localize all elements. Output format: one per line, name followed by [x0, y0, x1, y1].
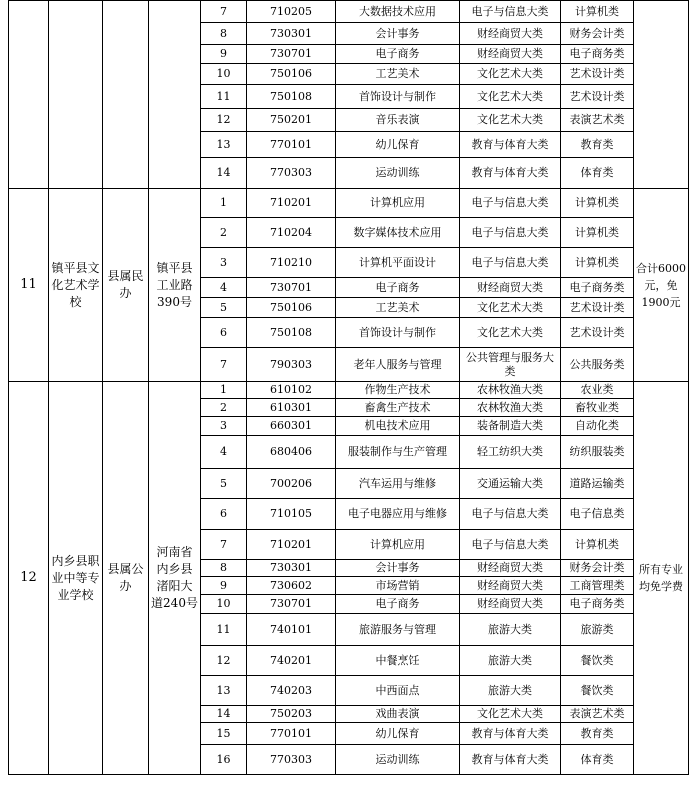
major-code-cell: 740101 [247, 614, 336, 646]
seq-cell: 5 [201, 298, 247, 318]
major-class-cell: 计算机类 [561, 248, 634, 278]
table-body [9, 1, 689, 775]
major-code-cell: 770101 [247, 723, 336, 745]
major-code-cell: 730701 [247, 278, 336, 298]
major-name-cell: 市场营销 [336, 577, 460, 595]
major-category-cell: 财经商贸大类 [460, 23, 561, 45]
major-class-cell: 体育类 [561, 158, 634, 189]
seq-cell: 8 [201, 560, 247, 577]
major-name-cell: 音乐表演 [336, 109, 460, 132]
major-code-cell: 740203 [247, 676, 336, 706]
major-code-cell: 750106 [247, 64, 336, 85]
major-category-cell: 文化艺术大类 [460, 318, 561, 348]
major-category-cell: 电子与信息大类 [460, 189, 561, 218]
major-code-cell: 770303 [247, 745, 336, 775]
major-name-cell: 戏曲表演 [336, 706, 460, 723]
major-code-cell: 710204 [247, 218, 336, 248]
table-row [9, 382, 689, 399]
seq-cell: 8 [201, 23, 247, 45]
major-name-cell: 幼儿保育 [336, 723, 460, 745]
major-code-cell: 750108 [247, 85, 336, 109]
major-code-cell: 730301 [247, 23, 336, 45]
major-name-cell: 运动训练 [336, 158, 460, 189]
major-name-cell: 计算机应用 [336, 530, 460, 560]
major-category-cell: 旅游大类 [460, 676, 561, 706]
major-category-cell: 装备制造大类 [460, 417, 561, 436]
fee-note-cell [634, 1, 689, 189]
major-name-cell: 老年人服务与管理 [336, 348, 460, 382]
seq-cell: 1 [201, 189, 247, 218]
major-class-cell: 纺织服装类 [561, 436, 634, 469]
table-row [9, 1, 689, 23]
seq-cell: 1 [201, 382, 247, 399]
major-category-cell: 电子与信息大类 [460, 499, 561, 530]
major-name-cell: 会计事务 [336, 560, 460, 577]
major-name-cell: 服装制作与生产管理 [336, 436, 460, 469]
major-category-cell: 文化艺术大类 [460, 298, 561, 318]
major-class-cell: 电子信息类 [561, 499, 634, 530]
major-name-cell: 首饰设计与制作 [336, 318, 460, 348]
seq-cell: 11 [201, 614, 247, 646]
seq-cell: 6 [201, 318, 247, 348]
major-name-cell: 电子商务 [336, 278, 460, 298]
major-name-cell: 首饰设计与制作 [336, 85, 460, 109]
major-class-cell: 工商管理类 [561, 577, 634, 595]
major-name-cell: 计算机应用 [336, 189, 460, 218]
seq-cell: 2 [201, 399, 247, 417]
seq-cell: 9 [201, 45, 247, 64]
major-category-cell: 文化艺术大类 [460, 109, 561, 132]
major-name-cell: 机电技术应用 [336, 417, 460, 436]
seq-cell: 11 [201, 85, 247, 109]
major-class-cell: 计算机类 [561, 218, 634, 248]
major-class-cell: 财务会计类 [561, 23, 634, 45]
major-code-cell: 710205 [247, 1, 336, 23]
fee-note-cell: 合计6000元，免1900元 [634, 189, 689, 382]
major-name-cell: 中餐烹饪 [336, 646, 460, 676]
major-name-cell: 旅游服务与管理 [336, 614, 460, 646]
seq-cell: 2 [201, 218, 247, 248]
major-category-cell: 交通运输大类 [460, 469, 561, 499]
major-class-cell: 畜牧业类 [561, 399, 634, 417]
school-majors-table [8, 0, 689, 775]
major-category-cell: 教育与体育大类 [460, 723, 561, 745]
major-class-cell: 艺术设计类 [561, 298, 634, 318]
seq-cell: 14 [201, 706, 247, 723]
major-name-cell: 运动训练 [336, 745, 460, 775]
major-class-cell: 农业类 [561, 382, 634, 399]
seq-cell: 13 [201, 676, 247, 706]
major-name-cell: 数字媒体技术应用 [336, 218, 460, 248]
major-code-cell: 710105 [247, 499, 336, 530]
school-number-cell [9, 1, 49, 189]
seq-cell: 16 [201, 745, 247, 775]
major-code-cell: 610301 [247, 399, 336, 417]
seq-cell: 15 [201, 723, 247, 745]
major-class-cell: 体育类 [561, 745, 634, 775]
school-type-cell: 县属民办 [103, 189, 149, 382]
major-category-cell: 教育与体育大类 [460, 158, 561, 189]
major-code-cell: 730602 [247, 577, 336, 595]
major-class-cell: 艺术设计类 [561, 64, 634, 85]
seq-cell: 4 [201, 278, 247, 298]
fee-note-cell: 所有专业均免学费 [634, 382, 689, 775]
major-category-cell: 教育与体育大类 [460, 745, 561, 775]
seq-cell: 7 [201, 348, 247, 382]
major-category-cell: 电子与信息大类 [460, 218, 561, 248]
major-category-cell: 财经商贸大类 [460, 560, 561, 577]
major-code-cell: 740201 [247, 646, 336, 676]
major-code-cell: 700206 [247, 469, 336, 499]
major-name-cell: 计算机平面设计 [336, 248, 460, 278]
major-class-cell: 旅游类 [561, 614, 634, 646]
major-category-cell: 电子与信息大类 [460, 1, 561, 23]
seq-cell: 12 [201, 646, 247, 676]
major-code-cell: 750108 [247, 318, 336, 348]
school-type-cell: 县属公办 [103, 382, 149, 775]
major-code-cell: 790303 [247, 348, 336, 382]
seq-cell: 7 [201, 1, 247, 23]
table-row [9, 189, 689, 218]
major-code-cell: 750201 [247, 109, 336, 132]
major-class-cell: 教育类 [561, 723, 634, 745]
major-class-cell: 电子商务类 [561, 45, 634, 64]
major-code-cell: 610102 [247, 382, 336, 399]
major-category-cell: 旅游大类 [460, 614, 561, 646]
major-name-cell: 工艺美术 [336, 298, 460, 318]
seq-cell: 10 [201, 64, 247, 85]
school-number-cell: 11 [9, 189, 49, 382]
major-code-cell: 730301 [247, 560, 336, 577]
major-class-cell: 表演艺术类 [561, 706, 634, 723]
major-code-cell: 730701 [247, 595, 336, 614]
major-category-cell: 财经商贸大类 [460, 577, 561, 595]
major-name-cell: 电子电器应用与维修 [336, 499, 460, 530]
seq-cell: 10 [201, 595, 247, 614]
major-name-cell: 畜禽生产技术 [336, 399, 460, 417]
major-category-cell: 电子与信息大类 [460, 248, 561, 278]
major-name-cell: 汽车运用与维修 [336, 469, 460, 499]
seq-cell: 3 [201, 248, 247, 278]
major-class-cell: 计算机类 [561, 1, 634, 23]
major-class-cell: 财务会计类 [561, 560, 634, 577]
seq-cell: 12 [201, 109, 247, 132]
major-class-cell: 教育类 [561, 132, 634, 158]
school-name-cell: 镇平县文化艺术学校 [49, 189, 103, 382]
major-category-cell: 文化艺术大类 [460, 85, 561, 109]
seq-cell: 13 [201, 132, 247, 158]
major-name-cell: 会计事务 [336, 23, 460, 45]
major-code-cell: 710201 [247, 189, 336, 218]
major-class-cell: 表演艺术类 [561, 109, 634, 132]
school-name-cell: 内乡县职业中等专业学校 [49, 382, 103, 775]
major-code-cell: 710201 [247, 530, 336, 560]
major-class-cell: 艺术设计类 [561, 85, 634, 109]
major-category-cell: 文化艺术大类 [460, 64, 561, 85]
major-category-cell: 电子与信息大类 [460, 530, 561, 560]
major-category-cell: 旅游大类 [460, 646, 561, 676]
major-category-cell: 农林牧渔大类 [460, 382, 561, 399]
major-class-cell: 公共服务类 [561, 348, 634, 382]
seq-cell: 4 [201, 436, 247, 469]
major-class-cell: 电子商务类 [561, 595, 634, 614]
school-type-cell [103, 1, 149, 189]
major-class-cell: 餐饮类 [561, 676, 634, 706]
major-name-cell: 电子商务 [336, 595, 460, 614]
major-class-cell: 计算机类 [561, 530, 634, 560]
major-category-cell: 农林牧渔大类 [460, 399, 561, 417]
seq-cell: 9 [201, 577, 247, 595]
major-name-cell: 作物生产技术 [336, 382, 460, 399]
school-number-cell: 12 [9, 382, 49, 775]
school-address-cell: 镇平县工业路390号 [149, 189, 201, 382]
school-address-cell [149, 1, 201, 189]
major-code-cell: 770101 [247, 132, 336, 158]
major-code-cell: 730701 [247, 45, 336, 64]
seq-cell: 5 [201, 469, 247, 499]
major-code-cell: 680406 [247, 436, 336, 469]
major-category-cell: 公共管理与服务大类 [460, 348, 561, 382]
major-class-cell: 餐饮类 [561, 646, 634, 676]
major-category-cell: 财经商贸大类 [460, 278, 561, 298]
major-name-cell: 电子商务 [336, 45, 460, 64]
major-class-cell: 自动化类 [561, 417, 634, 436]
school-address-cell: 河南省内乡县渚阳大道240号 [149, 382, 201, 775]
seq-cell: 6 [201, 499, 247, 530]
major-class-cell: 艺术设计类 [561, 318, 634, 348]
major-code-cell: 660301 [247, 417, 336, 436]
major-code-cell: 750106 [247, 298, 336, 318]
major-class-cell: 计算机类 [561, 189, 634, 218]
major-name-cell: 工艺美术 [336, 64, 460, 85]
major-code-cell: 770303 [247, 158, 336, 189]
major-category-cell: 财经商贸大类 [460, 45, 561, 64]
major-category-cell: 教育与体育大类 [460, 132, 561, 158]
major-class-cell: 电子商务类 [561, 278, 634, 298]
major-name-cell: 大数据技术应用 [336, 1, 460, 23]
seq-cell: 7 [201, 530, 247, 560]
major-category-cell: 财经商贸大类 [460, 595, 561, 614]
major-name-cell: 幼儿保育 [336, 132, 460, 158]
major-code-cell: 710210 [247, 248, 336, 278]
seq-cell: 14 [201, 158, 247, 189]
major-class-cell: 道路运输类 [561, 469, 634, 499]
major-category-cell: 文化艺术大类 [460, 706, 561, 723]
school-name-cell [49, 1, 103, 189]
major-name-cell: 中西面点 [336, 676, 460, 706]
seq-cell: 3 [201, 417, 247, 436]
major-category-cell: 轻工纺织大类 [460, 436, 561, 469]
major-code-cell: 750203 [247, 706, 336, 723]
